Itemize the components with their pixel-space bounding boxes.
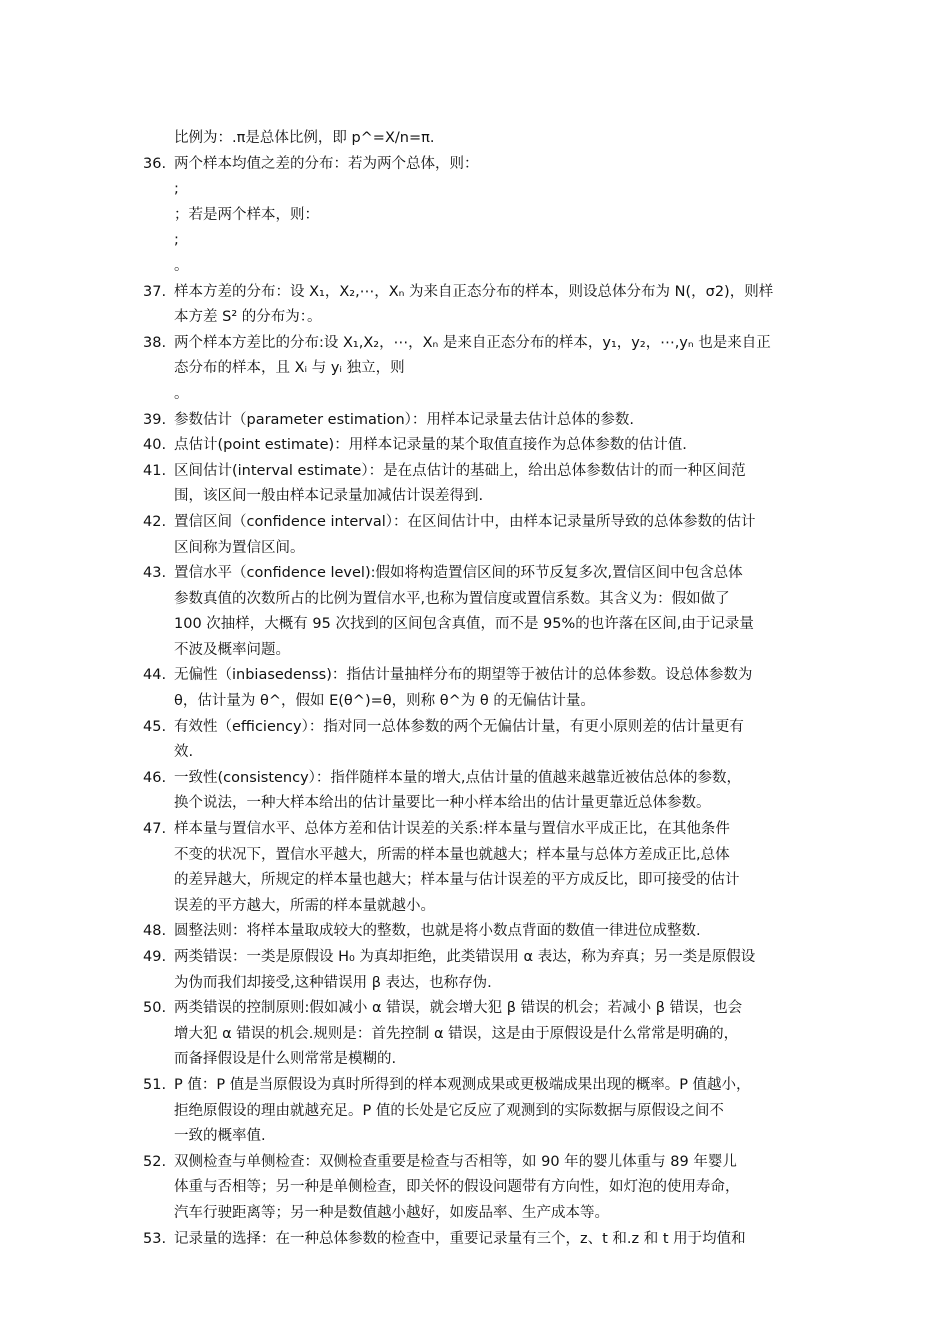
item-text-line: 参数真值的次数所占的比例为置信水平,也称为置信度或置信系数。其含义为：假如做了: [174, 590, 730, 607]
item-text-line: ;: [174, 181, 179, 198]
item-text-line: 。: [174, 385, 189, 402]
list-item: [140, 459, 812, 510]
item-text-line: 双侧检查与单侧检查：双侧检查重要是检查与否相等，如 90 年的婴儿体重与 89 年婴儿: [174, 1153, 737, 1170]
item-text-line: 区间估计(interval estimate）：是在点估计的基础上，给出总体参数估计的而一种区间范: [174, 462, 746, 479]
item-text-line: θ，估计量为 θ^，假如 E(θ^)=θ，则称 θ^为 θ 的无偏估计量。: [174, 693, 595, 710]
item-number: 49.: [143, 949, 167, 965]
list-item: [140, 663, 812, 714]
item-text-line: P 值：P 值是当原假设为真时所得到的样本观测成果或更极端成果出现的概率。P 值越小，: [174, 1076, 751, 1093]
item-text-line: 记录量的选择：在一种总体参数的检查中，重要记录量有三个，z、t 和.z 和 t 用于均值和: [174, 1230, 746, 1247]
item-text-line: 点估计(point estimate)：用样本记录量的某个取值直接作为总体参数的估计值.: [174, 437, 687, 454]
item-text-line: 的差异越大，所规定的样本量也越大；样本量与估计误差的平方成反比，即可接受的估计: [174, 872, 740, 889]
list-item: [140, 331, 812, 408]
item-text-line: 一致的概率值.: [174, 1128, 266, 1145]
item-number: 42.: [143, 513, 167, 530]
item-text-line: 增大犯 α 错误的机会.规则是：首先控制 α 错误，这是由于原假设是什么常常是明确的，: [174, 1025, 739, 1042]
item-number: 50.: [143, 1000, 167, 1017]
item-text-line: 换个说法，一种大样本给出的估计量要比一种小样本给出的估计量更靠近总体参数。: [174, 795, 711, 812]
item-text-line: 两个样本方差比的分布:设 X₁,X₂，⋯，Xₙ 是来自正态分布的样本，y₁，y₂，⋯,yₙ 也是来自正: [174, 334, 771, 351]
list-item: [140, 1150, 812, 1227]
item-text-line: 无偏性（inbiasedenss)：指估计量抽样分布的期望等于被估计的总体参数。设总体参数为: [174, 667, 753, 684]
item-text-line: 样本量与置信水平、总体方差和估计误差的关系:样本量与置信水平成正比，在其他条件: [174, 821, 730, 838]
item-number: 38.: [143, 334, 167, 351]
list-item: [140, 433, 812, 459]
item-number: 39.: [143, 411, 167, 428]
list-item: [140, 510, 812, 561]
list-item: [140, 817, 812, 919]
item-number: 51.: [143, 1076, 167, 1093]
item-text-line: 态分布的样本，且 Xᵢ 与 yᵢ 独立，则: [174, 360, 405, 377]
item-number: 52.: [143, 1153, 167, 1170]
item-text-line: 两个样本均值之差的分布：若为两个总体，则：: [174, 155, 479, 172]
item-text-line: 置信水平（confidence level):假如将构造置信区间的环节反复多次,置信区间中包含总体: [174, 565, 743, 582]
item-text-line: 一致性(consistency）：指伴随样本量的增大,点估计量的值越来越靠近被估总体的参数，: [174, 769, 742, 786]
item-text-line: 有效性（efficiency）：指对同一总体参数的两个无偏估计量，有更小原则差的估计量更有: [174, 718, 744, 735]
item-text-line: 围，该区间一般由样本记录量加减估计误差得到.: [174, 488, 484, 505]
item-text-line: 。: [174, 257, 189, 274]
item-text-line: 拒绝原假设的理由就越充足。P 值的长处是它反应了观测到的实际数据与原假设之间不: [174, 1102, 724, 1119]
list-item: [140, 945, 812, 996]
item-number: 45.: [143, 718, 167, 735]
item-number: 47.: [143, 821, 167, 838]
item-text-line: 汽车行驶距离等；另一种是数值越小越好，如废品率、生产成本等。: [174, 1204, 609, 1221]
list-item: [140, 715, 812, 766]
item-text-line: 置信区间（confidence interval）：在区间估计中，由样本记录量所导致的总体参数的估计: [174, 513, 756, 530]
item-number: 44.: [143, 667, 167, 684]
item-text-line: 为伪而我们却接受,这种错误用 β 表达，也称存伪.: [174, 974, 492, 991]
item-text-line: 而备择假设是什么则常常是模糊的.: [174, 1051, 397, 1068]
item-number: 48.: [143, 923, 167, 940]
item-number: 43.: [143, 565, 167, 582]
list-item: [140, 766, 812, 817]
item-text-line: 体重与否相等；另一种是单侧检查，即关怀的假设问题带有方向性，如灯泡的使用寿命，: [174, 1179, 740, 1196]
list-item: [140, 561, 812, 663]
item-text-line: 效.: [174, 744, 194, 761]
item-text-line: 不波及概率问题。: [174, 641, 290, 658]
intro-line: 比例为：.π是总体比例，即 p^=X/n=π.: [174, 130, 435, 146]
item-text-line: ;: [174, 232, 179, 249]
document-body: [140, 126, 812, 1252]
item-number: 46.: [143, 769, 167, 786]
item-text-line: 参数估计（parameter estimation）：用样本记录量去估计总体的参数.: [174, 411, 634, 428]
item-text-line: 圆整法则：将样本量取成较大的整数，也就是将小数点背面的数值一律进位成整数.: [174, 923, 701, 940]
item-text-line: 样本方差的分布：设 X₁，X₂,⋯，Xₙ 为来自正态分布的样本，则设总体分布为 N(，σ2)，则样: [174, 283, 774, 300]
item-text-line: ；若是两个样本，则：: [174, 206, 319, 223]
item-number: 53.: [143, 1230, 167, 1247]
item-number: 40.: [143, 437, 167, 454]
list-item: [140, 1227, 812, 1253]
list-item: [140, 280, 812, 331]
item-text-line: 区间称为置信区间。: [174, 539, 305, 556]
item-number: 36.: [143, 155, 167, 172]
list-item: [140, 919, 812, 945]
list-item: [140, 152, 812, 280]
item-number: 41.: [143, 462, 167, 479]
numbered-list: [140, 152, 812, 1253]
list-item: [140, 408, 812, 434]
item-number: 37.: [143, 283, 167, 300]
item-text-line: 两类错误的控制原则:假如减小 α 错误，就会增大犯 β 错误的机会；若减小 β 错误，也会: [174, 1000, 743, 1017]
item-text-line: 不变的状况下，置信水平越大，所需的样本量也就越大；样本量与总体方差成正比,总体: [174, 846, 730, 863]
list-item: [140, 1073, 812, 1150]
item-text-line: 100 次抽样，大概有 95 次找到的区间包含真值，而不是 95%的也许落在区间,由于记录量: [174, 616, 754, 633]
item-text-line: 误差的平方越大，所需的样本量就越小。: [174, 897, 435, 914]
list-item: [140, 996, 812, 1073]
item-text-line: 两类错误：一类是原假设 H₀ 为真却拒绝，此类错误用 α 表达，称为弃真；另一类是原假设: [174, 949, 756, 965]
item-text-line: 本方差 S² 的分布为：。: [174, 309, 322, 326]
